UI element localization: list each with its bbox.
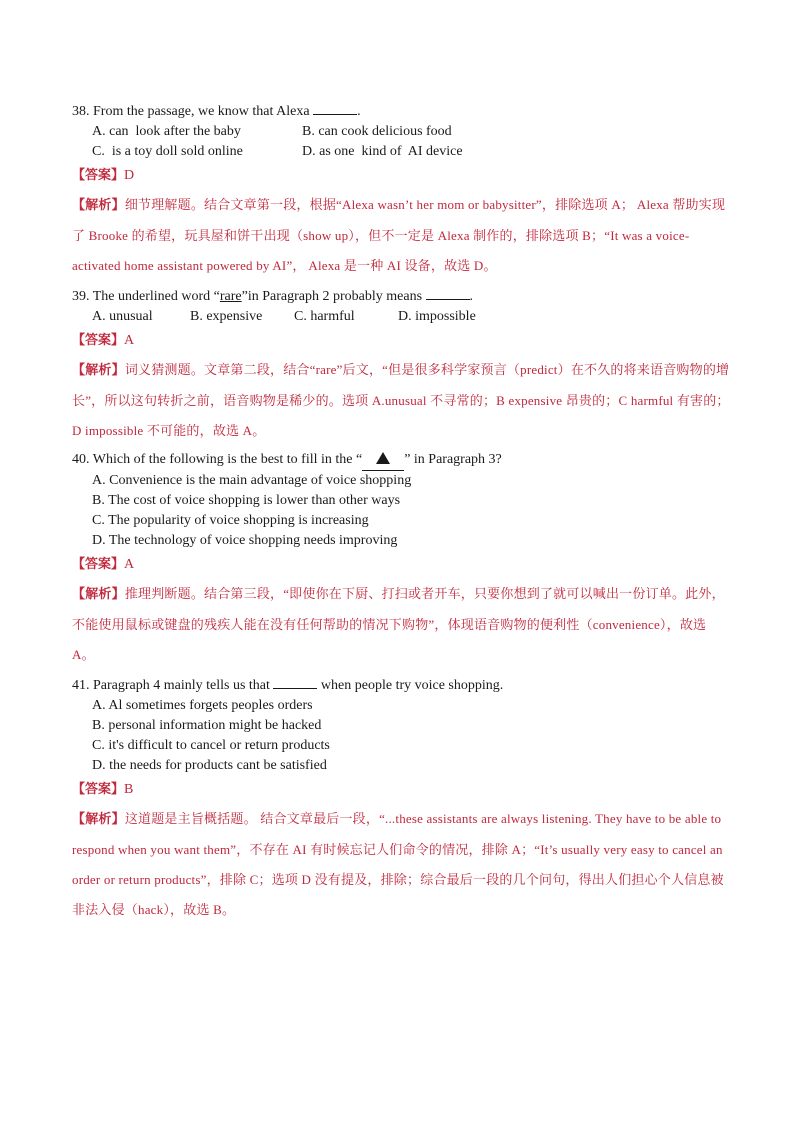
analysis-tag: 【解析】	[72, 587, 125, 602]
question-text: 38. From the passage, we know that Alexa	[72, 104, 314, 119]
analysis-text: 推理判断题。结合第三段，“即使你在下厨、打扫或者开车，只要你想到了就可以喊出一份订单。此外，不能使用鼠标或键盘的残疾人能在没有任何帮助的情况下购物”，体现语音购物的便利性（convenience），故选 A。	[72, 586, 725, 662]
answer-value: A	[124, 333, 135, 348]
analysis-38	[72, 190, 732, 281]
option-a: A. unusual	[92, 309, 153, 324]
option-d: D. impossible	[398, 309, 476, 324]
answer-tag: 【答案】	[72, 557, 125, 572]
question-text-end: .	[357, 104, 361, 119]
analysis-tag: 【解析】	[72, 363, 125, 378]
triangle-icon	[376, 452, 390, 464]
answer-value: B	[124, 782, 134, 797]
option-c: C. it's difficult to cancel or return products	[92, 738, 330, 753]
option-a: A. Al sometimes forgets peoples orders	[92, 698, 313, 713]
analysis-tag: 【解析】	[72, 198, 125, 213]
option-d: D. the needs for products cant be satisfied	[92, 758, 327, 773]
answer-blank	[313, 100, 357, 115]
answer-blank	[273, 674, 317, 689]
document-page	[72, 100, 732, 929]
answer-blank	[426, 285, 470, 300]
question-41	[72, 674, 732, 696]
question-38	[72, 100, 732, 122]
answer-tag: 【答案】	[72, 168, 125, 183]
answer-value: A	[124, 557, 135, 572]
option-d: D. as one kind of AI device	[302, 144, 463, 159]
options-38	[72, 122, 732, 162]
answer-39	[72, 331, 732, 351]
answer-tag: 【答案】	[72, 333, 125, 348]
option-a: A. Convenience is the main advantage of voice shopping	[92, 473, 412, 488]
option-b: B. personal information might be hacked	[92, 718, 322, 733]
analysis-41	[72, 804, 732, 925]
underlined-word: rare	[219, 289, 242, 304]
question-text: 41. Paragraph 4 mainly tells us that	[72, 678, 274, 693]
question-text: 40. Which of the following is the best to fill in the “	[72, 452, 363, 467]
option-b: B. can cook delicious food	[302, 124, 452, 139]
question-text-end: ” in Paragraph 3?	[404, 452, 502, 467]
answer-38	[72, 166, 732, 186]
options-39	[72, 307, 732, 327]
answer-value: D	[124, 168, 135, 183]
analysis-39	[72, 355, 732, 446]
fill-blank	[362, 450, 404, 471]
option-c: C. The popularity of voice shopping is increasing	[92, 513, 369, 528]
question-text: 39. The underlined word “	[72, 289, 220, 304]
option-b: B. The cost of voice shopping is lower than other ways	[92, 493, 401, 508]
answer-40	[72, 555, 732, 575]
options-40	[72, 471, 732, 551]
analysis-text: 这道题是主旨概括题。 结合文章最后一段，“...these assistants are always listening. They have to be able to respond when you want them”，不存在 AI 有时候忘记人们命令的情况，排除 A；“It’s usually very easy to cancel an order or return products”，排除 C；选项 D 没有提及，排除；综合最后一段的几个问句，得出人们担心个人信息被非法入侵（hack），故选 B。	[72, 811, 724, 917]
option-a: A. can look after the baby	[92, 124, 241, 139]
question-text-mid: ”in Paragraph 2 probably means	[241, 289, 426, 304]
question-40	[72, 450, 732, 471]
answer-tag: 【答案】	[72, 782, 125, 797]
question-39	[72, 285, 732, 307]
analysis-tag: 【解析】	[72, 812, 125, 827]
option-c: C. is a toy doll sold online	[92, 144, 243, 159]
option-c: C. harmful	[294, 309, 355, 324]
answer-41	[72, 780, 732, 800]
analysis-40	[72, 579, 732, 670]
analysis-text: 细节理解题。结合文章第一段，根据“Alexa wasn’t her mom or babysitter”，排除选项 A； Alexa 帮助实现了 Brooke 的希望，玩具屋和饼干出现（show up），但不一定是 Alexa 制作的，排除选项 B；“It was a voice-activated home assistant powered by AI”， Alexa 是一种 AI 设备，故选 D。	[72, 197, 726, 273]
option-d: D. The technology of voice shopping needs improving	[92, 533, 398, 548]
question-text-end: .	[469, 289, 474, 304]
question-text-end: when people try voice shopping.	[317, 678, 504, 693]
option-b: B. expensive	[190, 309, 263, 324]
analysis-text: 词义猜测题。文章第二段，结合“rare”后文，“但是很多科学家预言（predict）在不久的将来语音购物的增长”，所以这句转折之前，语音购物是稀少的。选项 A.unusual 不寻常的；B expensive 昂贵的；C harmful 有害的； D impossible 不可能的，故选 A。	[72, 362, 730, 438]
options-41	[72, 696, 732, 776]
